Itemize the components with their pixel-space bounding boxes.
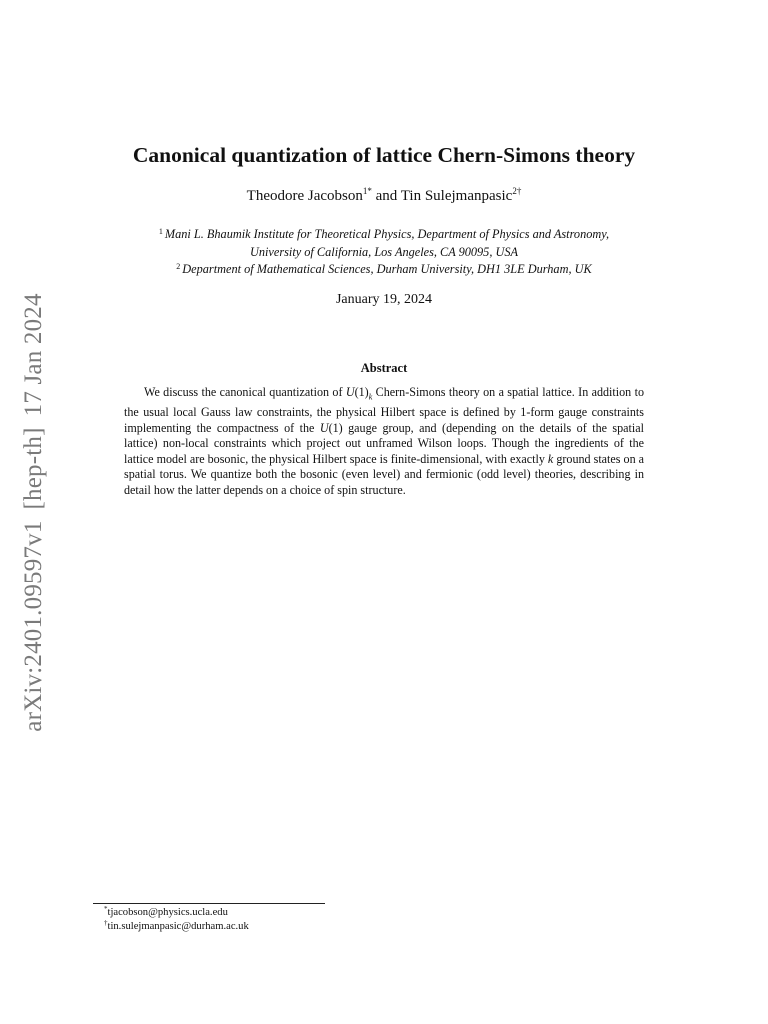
arxiv-stamp xyxy=(20,282,48,731)
abstract-body: We discuss the canonical quantization of $U(1)_k$ Chern-Simons theory on a spatial lattice. In addition to the usual local Gauss law constraints, the physical Hilbert space is defined by 1-form gauge constraints implementing the compactness of the U(1) gauge group, and (depending on the details of the spatial lattice) non-local constraints which project out unframed Wilson loops. Though the ingredients of the lattice model are bosonic, the physical Hilbert space is finite-dimensional, with exactly k ground states on a spatial torus. We quantize both the bosonic (even level) and fermionic (odd level) theories, describing in detail how the latter depends on a choice of spin structure. xyxy=(124,385,645,497)
author-marks: 2† xyxy=(512,186,522,196)
footnote: *tjacobson@physics.ucla.edu xyxy=(104,905,228,918)
author-name: Tin Sulejmanpasic xyxy=(400,188,513,204)
author-name: Theodore Jacobson xyxy=(246,188,363,204)
math-k: k xyxy=(547,451,554,466)
author-joiner: and xyxy=(375,188,398,204)
footnote-email: tin.sulejmanpasic@durham.ac.uk xyxy=(107,921,249,933)
footnote-email: tjacobson@physics.ucla.edu xyxy=(107,907,228,918)
math-u1k: U xyxy=(345,385,355,399)
math-u1: U xyxy=(319,420,329,435)
affiliations xyxy=(0,226,768,279)
author-line xyxy=(0,188,768,205)
arxiv-category: [hep-th] xyxy=(20,427,47,510)
affiliation-line: $^2$ Department of Mathematical Sciences, Durham University, DH1 3LE Durham, UK xyxy=(176,262,592,276)
paper-title: Canonical quantization of lattice Chern-Simons theory xyxy=(132,143,636,167)
footnotes xyxy=(104,906,249,934)
affiliation-mark: 2 xyxy=(176,262,181,271)
footnote: †tin.sulejmanpasic@durham.ac.uk xyxy=(104,919,249,933)
affiliation-mark: 1 xyxy=(158,227,163,236)
paper-date: January 19, 2024 xyxy=(335,292,433,307)
abstract-heading: Abstract xyxy=(360,361,408,375)
affiliation-line: University of California, Los Angeles, CA 90095, USA xyxy=(249,244,519,259)
arxiv-date: 17 Jan 2024 xyxy=(20,293,47,417)
footnote-rule xyxy=(93,903,325,904)
arxiv-id: arXiv:2401.09597v1 xyxy=(20,520,47,732)
affiliation-line: $^1$ Mani L. Bhaumik Institute for Theoretical Physics, Department of Physics and Astronomy, xyxy=(158,227,610,241)
author-marks: 1* xyxy=(362,186,372,196)
